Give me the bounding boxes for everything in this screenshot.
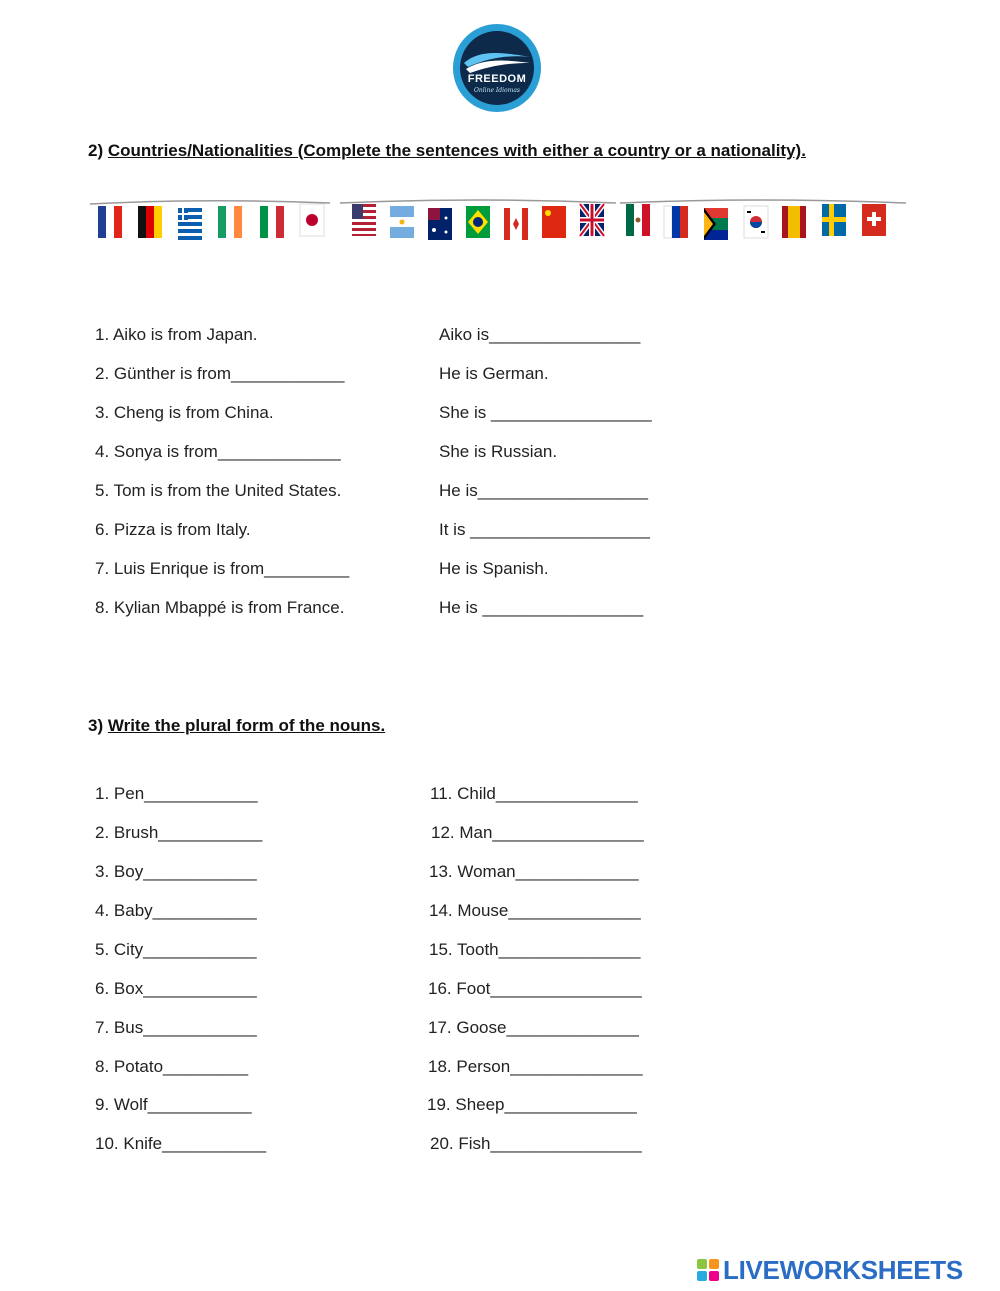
noun-item-13: 13. Woman_____________ — [429, 862, 639, 881]
flag-japan — [300, 204, 324, 236]
sentence-right-6: It is ___________________ — [439, 520, 650, 539]
noun-item-4: 4. Baby___________ — [95, 901, 257, 920]
sentence-right-2: He is German. — [439, 364, 549, 383]
noun-item-1: 1. Pen____________ — [95, 784, 258, 803]
noun-item-12: 12. Man________________ — [431, 823, 644, 842]
sentence-left-8: 8. Kylian Mbappé is from France. — [95, 598, 345, 617]
noun-item-19: 19. Sheep______________ — [427, 1095, 637, 1114]
sentence-left-3: 3. Cheng is from China. — [95, 403, 274, 422]
noun-item-16: 16. Foot________________ — [428, 979, 642, 998]
section2-title: Countries/Nationalities (Complete the sentences with either a country or a nationality). — [107, 141, 806, 160]
liveworksheets-logo — [697, 1254, 963, 1286]
wave-icon — [460, 45, 534, 75]
flag-ireland — [218, 206, 242, 238]
sentence-right-4: She is Russian. — [439, 442, 558, 461]
sentence-right-5: He is__________________ — [439, 481, 648, 500]
flag-mexico — [626, 204, 650, 236]
noun-item-10: 10. Knife___________ — [95, 1134, 267, 1153]
noun-item-3: 3. Boy____________ — [95, 862, 257, 881]
noun-item-15: 15. Tooth_______________ — [429, 940, 641, 959]
logo-brand: FREEDOM — [467, 73, 527, 85]
noun-item-8: 8. Potato_________ — [95, 1057, 249, 1076]
sentence-left-2: 2. Günther is from____________ — [95, 364, 345, 383]
flag-brazil — [466, 206, 490, 238]
noun-item-14: 14. Mouse______________ — [429, 901, 641, 920]
flag-australia — [428, 208, 452, 240]
flag-south-korea — [744, 206, 768, 238]
sentence-left-5: 5. Tom is from the United States. — [95, 481, 342, 500]
section3-heading — [88, 716, 385, 736]
noun-item-2: 2. Brush___________ — [95, 823, 263, 842]
sentence-right-8: He is _________________ — [439, 598, 644, 617]
sentence-right-1: Aiko is________________ — [439, 325, 641, 344]
sentence-left-7: 7. Luis Enrique is from_________ — [95, 559, 350, 578]
flag-sweden — [822, 204, 846, 236]
sentence-right-7: He is Spanish. — [439, 559, 549, 578]
flag-china — [542, 206, 566, 238]
sentence-left-6: 6. Pizza is from Italy. — [95, 520, 251, 539]
flag-usa — [352, 204, 376, 236]
flag-russia — [664, 206, 688, 238]
noun-item-7: 7. Bus____________ — [95, 1018, 257, 1037]
sentence-right-3: She is _________________ — [439, 403, 652, 422]
flag-greece — [178, 208, 202, 240]
flag-spain — [782, 206, 806, 238]
logo-tagline: Online Idiomas — [473, 87, 521, 94]
noun-item-6: 6. Box____________ — [95, 979, 257, 998]
section2-heading — [88, 141, 806, 161]
noun-item-11: 11. Child_______________ — [430, 784, 638, 803]
noun-item-18: 18. Person______________ — [428, 1057, 643, 1076]
flag-canada — [504, 208, 528, 240]
section2-number: 2) — [88, 141, 104, 160]
noun-item-9: 9. Wolf___________ — [95, 1095, 252, 1114]
flag-uk — [580, 204, 604, 236]
liveworksheets-wordmark: LIVEWORKSHEETS — [723, 1254, 963, 1285]
flag-south-africa — [704, 208, 728, 240]
noun-item-20: 20. Fish________________ — [430, 1134, 642, 1153]
section3-title: Write the plural form of the nouns. — [107, 716, 386, 735]
noun-item-17: 17. Goose______________ — [428, 1018, 639, 1037]
sentence-left-1: 1. Aiko is from Japan. — [95, 325, 258, 344]
flags-bunting-image — [88, 196, 908, 252]
noun-item-5: 5. City____________ — [95, 940, 257, 959]
liveworksheets-icon — [697, 1259, 719, 1281]
flag-france — [98, 206, 122, 238]
flag-argentina — [390, 206, 414, 238]
flag-switzerland — [862, 204, 886, 236]
flag-italy — [260, 206, 284, 238]
freedom-logo — [453, 24, 541, 112]
flag-germany — [138, 206, 162, 238]
sentence-left-4: 4. Sonya is from_____________ — [95, 442, 341, 461]
section3-number: 3) — [88, 716, 104, 735]
